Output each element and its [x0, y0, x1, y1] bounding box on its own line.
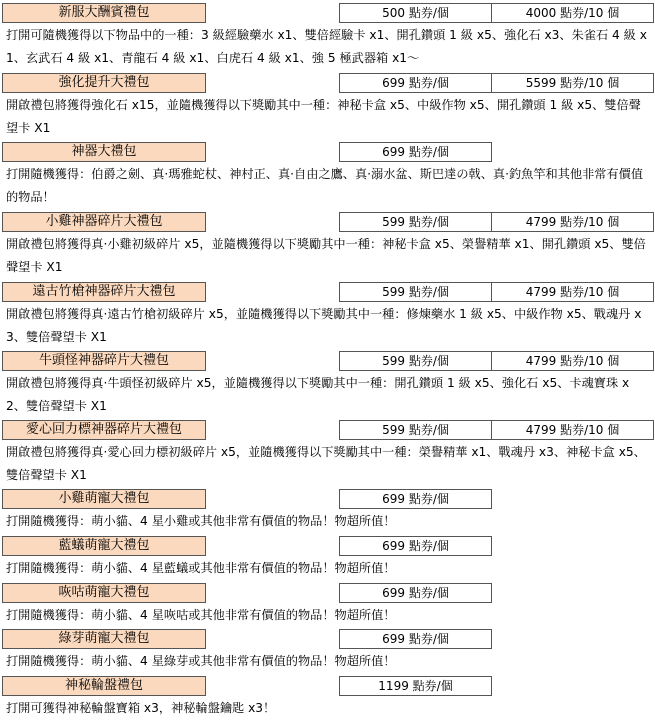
single-price: 699 點券/個: [339, 583, 492, 603]
package-description: 打開隨機獲得：萌小貓、4 星藍蟻或其他非常有價值的物品！物超所值！: [6, 561, 396, 575]
bulk-price: 5599 點券/10 個: [491, 73, 654, 93]
package-block: [0, 419, 655, 487]
package-block: [0, 2, 655, 70]
package-description: 開啟禮包將獲得真·遠古竹槍初級碎片 x5，並隨機獲得以下獎勵其中一種：修煉藥水 1 級 x5、中級作物 x5、戰魂丹 x3、雙倍聲望卡 X1: [6, 307, 642, 344]
package-description: 打開隨機獲得：伯爵之劍、真·瑪雅蛇杖、神村正、真·自由之鷹、真·溺水盆、斯巴達の戟、真·釣魚竿和其他非常有價值的物品！: [6, 167, 644, 204]
single-price: 599 點券/個: [339, 351, 492, 371]
package-description: 開啟禮包將獲得強化石 x15，並隨機獲得以下獎勵其中一種：神秘卡盒 x5、中級作物 x5、開孔鑽頭 1 級 x5、雙倍聲望卡 X1: [6, 98, 641, 135]
package-name: 遠古竹槍神器碎片大禮包: [2, 282, 206, 302]
package-name: 綠芽萌寵大禮包: [2, 629, 206, 649]
package-name: 咴咕萌寵大禮包: [2, 583, 206, 603]
package-name: 強化提升大禮包: [2, 73, 206, 93]
bulk-price: 4799 點券/10 個: [491, 212, 654, 232]
package-block: [0, 582, 655, 627]
package-block: [0, 141, 655, 209]
package-description: 開啟禮包將獲得真·小雞初級碎片 x5，並隨機獲得以下獎勵其中一種：神秘卡盒 x5、榮譽精華 x1、開孔鑽頭 x5、雙倍聲望卡 X1: [6, 237, 646, 274]
package-description: 打開可獲得神秘輪盤寶箱 x3，神秘輪盤鑰匙 x3！: [6, 701, 276, 715]
package-block: [0, 350, 655, 418]
package-block: [0, 281, 655, 349]
single-price: 500 點券/個: [339, 3, 492, 23]
single-price: 1199 點券/個: [339, 676, 492, 696]
single-price: 699 點券/個: [339, 489, 492, 509]
package-name: 牛頭怪神器碎片大禮包: [2, 351, 206, 371]
single-price: 699 點券/個: [339, 629, 492, 649]
package-name: 小雞神器碎片大禮包: [2, 212, 206, 232]
package-description: 開啟禮包將獲得真·牛頭怪初級碎片 x5，並隨機獲得以下獎勵其中一種：開孔鑽頭 1 級 x5、強化石 x5、卡魂寶珠 x2、雙倍聲望卡 X1: [6, 376, 630, 413]
package-description: 打開隨機獲得：萌小貓、4 星綠芽或其他非常有價值的物品！物超所值！: [6, 654, 396, 668]
single-price: 599 點券/個: [339, 282, 492, 302]
single-price: 599 點券/個: [339, 420, 492, 440]
package-block: [0, 488, 655, 533]
package-description: 打開隨機獲得：萌小貓、4 星小雞或其他非常有價值的物品！物超所值！: [6, 514, 396, 528]
package-block: [0, 72, 655, 140]
single-price: 599 點券/個: [339, 212, 492, 232]
package-block: [0, 535, 655, 580]
package-description: 打開隨機獲得：萌小貓、4 星咴咕或其他非常有價值的物品！物超所值！: [6, 608, 396, 622]
package-name: 神秘輪盤禮包: [2, 676, 206, 696]
bulk-price: 4799 點券/10 個: [491, 420, 654, 440]
package-name: 小雞萌寵大禮包: [2, 489, 206, 509]
bulk-price: 4799 點券/10 個: [491, 282, 654, 302]
single-price: 699 點券/個: [339, 536, 492, 556]
package-name: 神器大禮包: [2, 142, 206, 162]
package-name: 新服大酬賓禮包: [2, 3, 206, 23]
bulk-price: 4000 點券/10 個: [491, 3, 654, 23]
package-block: [0, 211, 655, 279]
package-description: 打開可隨機獲得以下物品中的一種：3 級經驗藥水 x1、雙倍經驗卡 x1、開孔鑽頭 1 級 x5、強化石 x3、朱雀石 4 級 x1、玄武石 4 級 x1、青龍石 4 級 x1、白虎石 4 級 x1、強 5 極武器箱 x1～: [6, 28, 647, 65]
package-name: 愛心回力標神器碎片大禮包: [2, 420, 206, 440]
package-block: [0, 675, 655, 720]
single-price: 699 點券/個: [339, 142, 492, 162]
package-block: [0, 628, 655, 673]
bulk-price: 4799 點券/10 個: [491, 351, 654, 371]
package-name: 藍蟻萌寵大禮包: [2, 536, 206, 556]
single-price: 699 點券/個: [339, 73, 492, 93]
package-description: 開啟禮包將獲得真·愛心回力標初級碎片 x5，並隨機獲得以下獎勵其中一種：榮譽精華 x1、戰魂丹 x3、神秘卡盒 x5、雙倍聲望卡 X1: [6, 445, 646, 482]
